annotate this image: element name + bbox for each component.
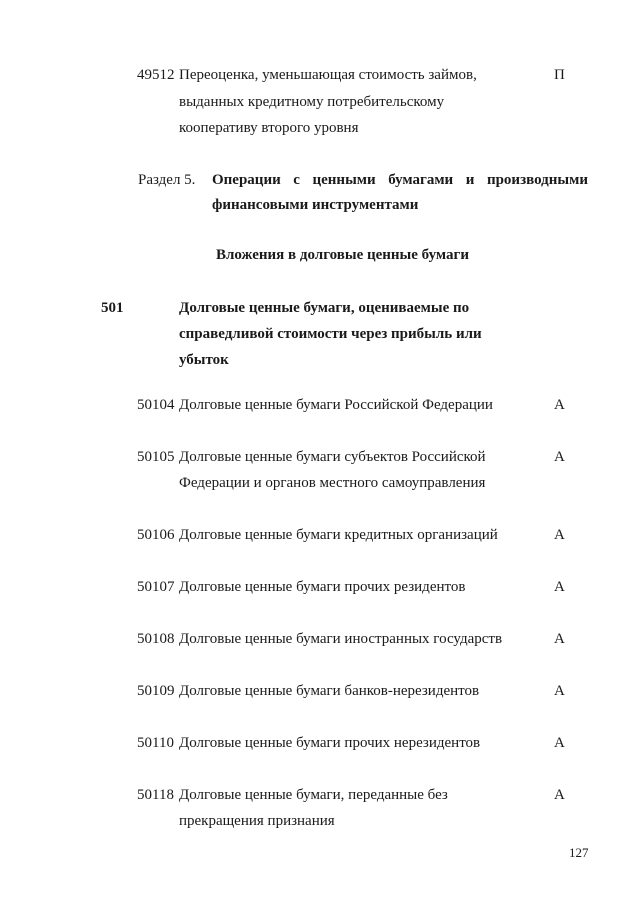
account-description-line: Долговые ценные бумаги кредитных организаций — [179, 527, 498, 543]
account-type: А — [554, 397, 565, 413]
account-type: А — [554, 449, 565, 465]
account-type: А — [554, 787, 565, 803]
section-label: Раздел 5. — [138, 172, 196, 188]
account-description-line: кооперативу второго уровня — [179, 120, 359, 136]
account-group-title-line: убыток — [179, 352, 229, 368]
section-title-word: бумагами — [388, 172, 454, 188]
account-description-line: Долговые ценные бумаги прочих резидентов — [179, 579, 466, 595]
account-type: А — [554, 527, 565, 543]
account-group-title-line: Долговые ценные бумаги, оцениваемые по — [179, 300, 470, 316]
account-code: 50110 — [137, 735, 174, 751]
account-description-line: Долговые ценные бумаги прочих нерезидентов — [179, 735, 481, 751]
account-description-line: Долговые ценные бумаги, переданные без — [179, 787, 448, 803]
account-group-title-line: справедливой стоимости через прибыль или — [179, 326, 482, 342]
section-title-word: производными — [486, 172, 588, 188]
account-code: 50106 — [137, 527, 175, 543]
account-type: А — [554, 683, 565, 699]
account-description-line: выданных кредитному потребительскому — [179, 94, 445, 110]
section-title-word: и — [465, 172, 475, 188]
account-code: 50105 — [137, 449, 175, 465]
account-type: А — [554, 631, 565, 647]
account-description-line: прекращения признания — [179, 813, 335, 829]
section-title-word: ценными — [312, 172, 376, 188]
account-description-line: Долговые ценные бумаги иностранных государств — [179, 631, 503, 647]
account-description-line: Долговые ценные бумаги Российской Федерации — [179, 397, 493, 413]
account-group-code: 501 — [101, 300, 124, 316]
account-code: 50108 — [137, 631, 175, 647]
account-description-line: Долговые ценные бумаги субъектов Российской — [179, 449, 486, 465]
account-code: 50104 — [137, 397, 175, 413]
account-type: П — [554, 67, 565, 83]
subheading: Вложения в долговые ценные бумаги — [216, 247, 469, 263]
account-code: 50118 — [137, 787, 174, 803]
account-description-line: Федерации и органов местного самоуправления — [179, 475, 486, 491]
account-description-line: Долговые ценные бумаги банков-нерезидентов — [179, 683, 480, 699]
account-type: А — [554, 579, 565, 595]
section-title-word: Операции — [212, 172, 281, 188]
section-title-line — [212, 171, 588, 189]
account-description-line: Переоценка, уменьшающая стоимость займов, — [179, 67, 477, 83]
account-type: А — [554, 735, 565, 751]
account-code: 50109 — [137, 683, 175, 699]
account-code: 50107 — [137, 579, 175, 595]
section-title-line: финансовыми инструментами — [212, 197, 419, 213]
section-title-word: с — [293, 172, 300, 188]
page-number: 127 — [569, 845, 589, 860]
account-code: 49512 — [137, 67, 175, 83]
